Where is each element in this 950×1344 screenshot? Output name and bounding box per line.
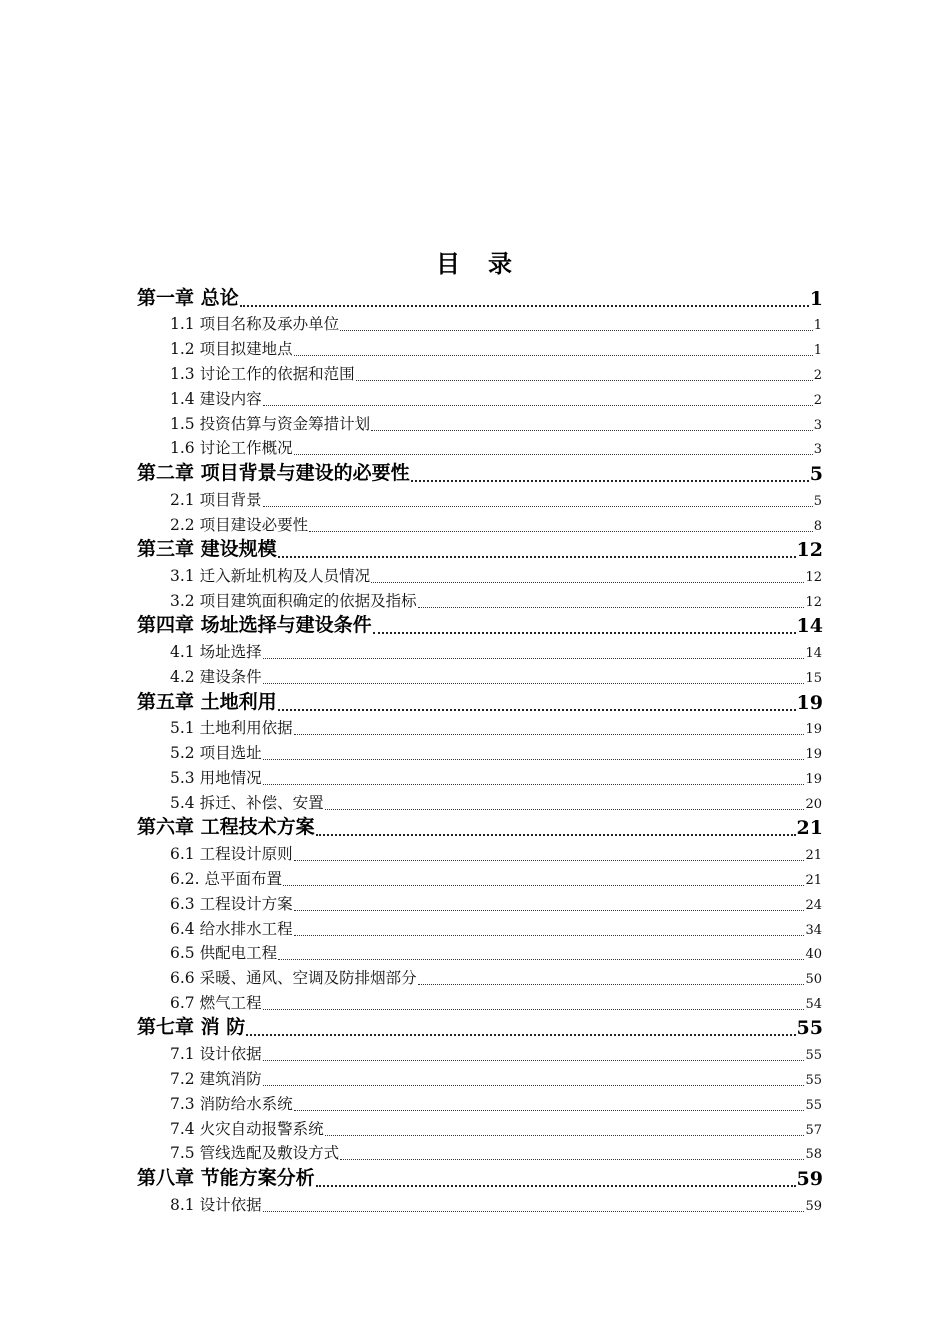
toc-chapter-entry[interactable]: [137, 460, 823, 487]
dot-leader: [283, 884, 804, 886]
dot-leader: [356, 379, 813, 381]
toc-entry-label: 第四章 场址选择与建设条件: [137, 614, 372, 637]
toc-page-number: 12: [796, 539, 823, 562]
toc-section-entry[interactable]: [170, 1116, 822, 1141]
toc-section-entry[interactable]: [170, 386, 822, 411]
dot-leader: [263, 1210, 805, 1212]
toc-page-number: 19: [805, 747, 822, 763]
toc-section-entry[interactable]: [170, 765, 822, 790]
toc-entry-label: 1.4 建设内容: [170, 389, 262, 408]
dot-leader: [263, 1084, 805, 1086]
toc-section-entry[interactable]: [170, 312, 822, 337]
dot-leader: [278, 555, 796, 558]
toc-entry-label: 5.2 项目选址: [170, 744, 262, 763]
toc-section-entry[interactable]: [170, 990, 822, 1015]
toc-entry-label: 第六章 工程技术方案: [137, 816, 315, 839]
toc-entry-label: 7.4 火灾自动报警系统: [170, 1119, 324, 1138]
dot-leader: [240, 304, 809, 307]
dot-leader: [371, 581, 804, 583]
dot-leader: [278, 708, 796, 711]
toc-page-number: 2: [813, 392, 822, 408]
toc-entry-label: 6.2. 总平面布置: [170, 869, 283, 888]
toc-section-entry[interactable]: [170, 790, 822, 815]
dot-leader: [340, 329, 813, 331]
dot-leader: [316, 1184, 796, 1187]
toc-entry-label: 第三章 建设规模: [137, 538, 277, 561]
toc-section-entry[interactable]: [170, 664, 822, 689]
toc-entry-label: 1.3 讨论工作的依据和范围: [170, 364, 355, 383]
toc-section-entry[interactable]: [170, 336, 822, 361]
toc-page-number: 20: [805, 796, 822, 812]
toc-entry-label: 1.2 项目拟建地点: [170, 340, 293, 359]
toc-entry-label: 第一章 总论: [137, 286, 239, 309]
toc-entry-label: 7.5 管线选配及敷设方式: [170, 1144, 340, 1163]
toc-section-entry[interactable]: [170, 740, 822, 765]
toc-entry-label: 1.1 项目名称及承办单位: [170, 315, 340, 334]
dot-leader: [294, 733, 805, 735]
toc-section-entry[interactable]: [170, 866, 822, 891]
dot-leader: [263, 682, 805, 684]
toc-entry-label: 5.3 用地情况: [170, 768, 262, 787]
toc-chapter-entry[interactable]: [137, 1165, 823, 1192]
toc-entry-label: 7.3 消防给水系统: [170, 1094, 293, 1113]
toc-page-number: 2: [813, 367, 822, 383]
dot-leader: [278, 958, 804, 960]
toc-entry-label: 2.1 项目背景: [170, 490, 262, 509]
toc-page-number: 19: [805, 722, 822, 738]
toc-entry-label: 6.7 燃气工程: [170, 993, 262, 1012]
toc-section-entry[interactable]: [170, 941, 822, 966]
toc-page-number: 40: [805, 947, 822, 963]
toc-section-entry[interactable]: [170, 1192, 822, 1217]
toc-entry-label: 6.5 供配电工程: [170, 944, 278, 963]
toc-section-entry[interactable]: [170, 916, 822, 941]
dot-leader: [418, 983, 805, 985]
toc-page-number: 54: [805, 996, 822, 1012]
toc-page-number: 55: [805, 1073, 822, 1089]
toc-section-entry[interactable]: [170, 891, 822, 916]
toc-section-entry[interactable]: [170, 1066, 822, 1091]
toc-page-number: 57: [805, 1122, 822, 1138]
toc-section-entry[interactable]: [170, 716, 822, 741]
dot-leader: [294, 909, 805, 911]
toc-page-number: 12: [805, 594, 822, 610]
toc-page-number: 1: [809, 287, 823, 310]
toc-page-number: 12: [805, 569, 822, 585]
toc-page-number: 21: [805, 848, 822, 864]
dot-leader: [411, 479, 809, 482]
toc-section-entry[interactable]: [170, 965, 822, 990]
dot-leader: [263, 505, 813, 507]
toc-chapter-entry[interactable]: [137, 537, 823, 564]
dot-leader: [294, 354, 813, 356]
dot-leader: [294, 453, 813, 455]
dot-leader: [325, 1134, 805, 1136]
toc-section-entry[interactable]: [170, 1041, 822, 1066]
dot-leader: [294, 934, 805, 936]
dot-leader: [294, 1109, 805, 1111]
toc-entry-label: 第七章 消 防: [137, 1016, 246, 1039]
dot-leader: [418, 606, 805, 608]
toc-page-number: 59: [805, 1198, 822, 1214]
table-of-contents: [0, 285, 950, 1217]
toc-section-entry[interactable]: [170, 1091, 822, 1116]
dot-leader: [263, 783, 805, 785]
toc-entry-label: 第八章 节能方案分析: [137, 1167, 315, 1190]
toc-page-number: 14: [796, 615, 823, 638]
toc-entry-label: 3.2 项目建筑面积确定的依据及指标: [170, 591, 417, 610]
toc-entry-label: 6.4 给水排水工程: [170, 919, 293, 938]
toc-page-number: 15: [805, 670, 822, 686]
toc-page-number: 50: [805, 972, 822, 988]
toc-page-number: 14: [805, 646, 822, 662]
toc-page-number: 19: [796, 691, 823, 714]
toc-page-number: 5: [813, 493, 822, 509]
toc-entry-label: 6.6 采暖、通风、空调及防排烟部分: [170, 969, 417, 988]
toc-entry-label: 8.1 设计依据: [170, 1195, 262, 1214]
toc-page-number: 55: [796, 1017, 823, 1040]
toc-page-number: 21: [796, 817, 823, 840]
toc-entry-label: 4.2 建设条件: [170, 667, 262, 686]
toc-chapter-entry[interactable]: [137, 1015, 823, 1042]
toc-section-entry[interactable]: [170, 512, 822, 537]
toc-entry-label: 7.2 建筑消防: [170, 1070, 262, 1089]
dot-leader: [340, 1158, 804, 1160]
toc-page-number: 58: [805, 1147, 822, 1163]
toc-entry-label: 2.2 项目建设必要性: [170, 515, 309, 534]
dot-leader: [371, 429, 813, 431]
dot-leader: [263, 404, 813, 406]
toc-entry-label: 4.1 场址选择: [170, 643, 262, 662]
toc-entry-label: 5.4 拆迁、补偿、安置: [170, 793, 324, 812]
page-title: 目 录: [436, 249, 514, 278]
toc-page-number: 1: [813, 318, 822, 334]
toc-section-entry[interactable]: [170, 487, 822, 512]
toc-entry-label: 第二章 项目背景与建设的必要性: [137, 461, 410, 484]
dot-leader: [263, 758, 805, 760]
toc-entry-label: 6.3 工程设计方案: [170, 894, 293, 913]
toc-page-number: 55: [805, 1048, 822, 1064]
toc-page-number: 55: [805, 1097, 822, 1113]
toc-section-entry[interactable]: [170, 361, 822, 386]
dot-leader: [246, 1033, 795, 1036]
toc-section-entry[interactable]: [170, 1141, 822, 1166]
toc-page-number: 21: [805, 872, 822, 888]
toc-page-number: 1: [813, 343, 822, 359]
toc-entry-label: 3.1 迁入新址机构及人员情况: [170, 566, 371, 585]
dot-leader: [373, 631, 796, 634]
toc-section-entry[interactable]: [170, 588, 822, 613]
dot-leader: [263, 657, 805, 659]
dot-leader: [325, 808, 805, 810]
toc-section-entry[interactable]: [170, 436, 822, 461]
dot-leader: [309, 530, 813, 532]
toc-entry-label: 1.6 讨论工作概况: [170, 439, 293, 458]
dot-leader: [294, 859, 805, 861]
toc-entry-label: 5.1 土地利用依据: [170, 719, 293, 738]
toc-page-number: 3: [813, 442, 822, 458]
dot-leader: [263, 1059, 805, 1061]
toc-page-number: 24: [805, 897, 822, 913]
toc-section-entry[interactable]: [170, 563, 822, 588]
toc-entry-label: 6.1 工程设计原则: [170, 845, 293, 864]
toc-page-number: 34: [805, 922, 822, 938]
toc-chapter-entry[interactable]: [137, 689, 823, 716]
toc-entry-label: 7.1 设计依据: [170, 1045, 262, 1064]
toc-section-entry[interactable]: [170, 411, 822, 436]
toc-page-number: 19: [805, 771, 822, 787]
toc-chapter-entry[interactable]: [137, 613, 823, 640]
toc-entry-label: 第五章 土地利用: [137, 690, 277, 713]
toc-page-number: 8: [813, 518, 822, 534]
toc-page-number: 59: [796, 1168, 823, 1191]
toc-chapter-entry[interactable]: [137, 285, 823, 312]
dot-leader: [316, 833, 796, 836]
toc-section-entry[interactable]: [170, 639, 822, 664]
toc-entry-label: 1.5 投资估算与资金筹措计划: [170, 414, 371, 433]
toc-section-entry[interactable]: [170, 841, 822, 866]
dot-leader: [263, 1008, 805, 1010]
toc-chapter-entry[interactable]: [137, 815, 823, 842]
toc-page-number: 3: [813, 417, 822, 433]
toc-page-number: 5: [809, 462, 823, 485]
